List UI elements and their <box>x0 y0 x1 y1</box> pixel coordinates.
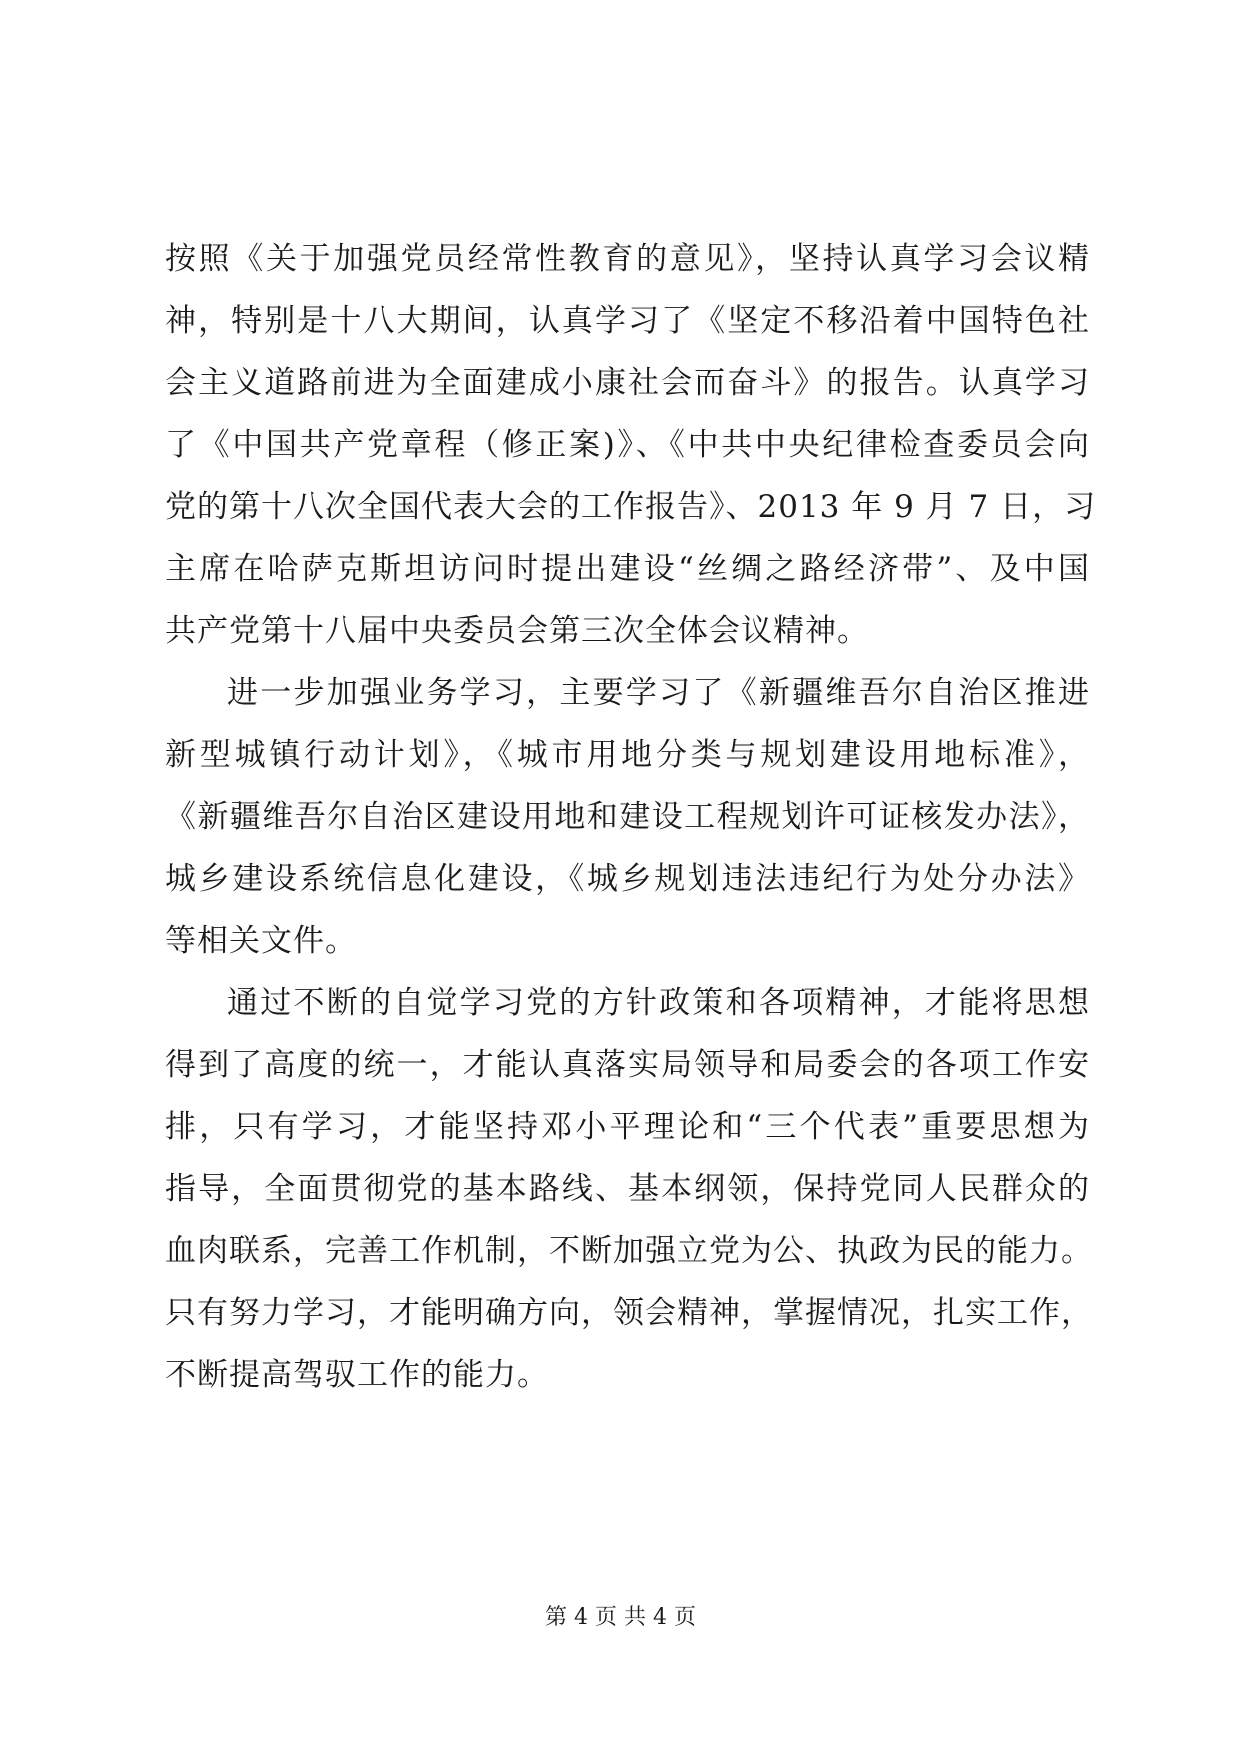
text-line-10: 《新疆维吾尔自治区建设用地和建设工程规划许可证核发办法》， <box>165 799 1090 835</box>
text-line-9: 新型城镇行动计划》，《城市用地分类与规划建设用地标准》， <box>165 737 1090 773</box>
text-line-3: 会主义道路前进为全面建成小康社会而奋斗》的报告。认真学习 <box>165 365 1090 401</box>
text-line-15: 排，只有学习，才能坚持邓小平理论和“三个代表”重要思想为 <box>165 1109 1090 1145</box>
document-body <box>165 228 1097 1406</box>
text-line-16: 指导，全面贯彻党的基本路线、基本纲领，保持党同人民群众的 <box>165 1171 1090 1207</box>
text-line-18: 只有努力学习，才能明确方向，领会精神，掌握情况，扎实工作， <box>165 1295 1093 1331</box>
text-line-7: 共产党第十八届中央委员会第三次全体会议精神。 <box>165 613 869 649</box>
text-line-14: 得到了高度的统一，才能认真落实局领导和局委会的各项工作安 <box>165 1047 1090 1083</box>
text-line-2: 神，特别是十八大期间，认真学习了《坚定不移沿着中国特色社 <box>165 303 1090 339</box>
text-line-5: 党的第十八次全国代表大会的工作报告》、2013 年 9 月 7 日，习 <box>165 489 1097 525</box>
text-line-17: 血肉联系，完善工作机制，不断加强立党为公、执政为民的能力。 <box>165 1233 1093 1269</box>
text-line-11: 城乡建设系统信息化建设，《城乡规划违法违纪行为处分办法》 <box>165 861 1090 897</box>
text-line-12: 等相关文件。 <box>165 923 357 959</box>
text-line-19: 不断提高驾驭工作的能力。 <box>165 1357 549 1393</box>
text-line-13: 通过不断的自觉学习党的方针政策和各项精神，才能将思想 <box>227 985 1090 1021</box>
text-line-6: 主席在哈萨克斯坦访问时提出建设“丝绸之路经济带”、及中国 <box>165 551 1090 587</box>
text-line-8: 进一步加强业务学习，主要学习了《新疆维吾尔自治区推进 <box>227 675 1090 711</box>
text-line-1: 按照《关于加强党员经常性教育的意见》，坚持认真学习会议精 <box>165 241 1090 277</box>
page-number-footer: 第 4 页 共 4 页 <box>545 1605 696 1630</box>
text-line-4: 了《中国共产党章程（修正案)》、《中共中央纪律检查委员会向 <box>165 427 1090 463</box>
